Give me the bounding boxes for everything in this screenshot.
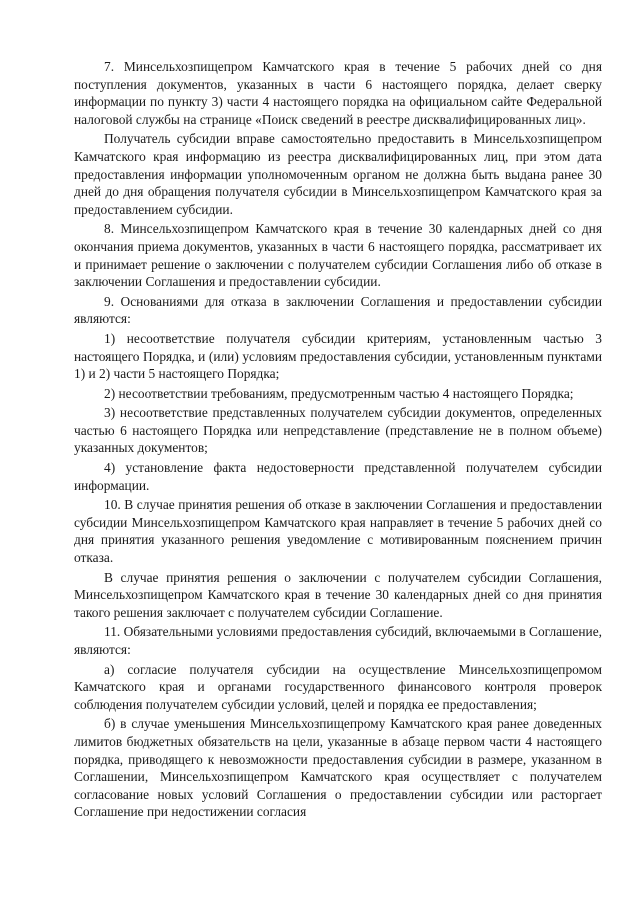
list-item-11-b: б) в случае уменьшения Минсельхозпищепрому Камчатского края ранее доведенных лимитов бюджетных обязательств на цели, указанные в абзаце первом части 4 настоящего порядка, приводящего к невозможности предоставления субсидии в размере, указанном в Соглашении, Минсельхозпищепром Камчатского края осуществляет с получателем согласование новых условий Соглашения о предоставлении субсидии или расторгает Соглашение при недостижении согласия [74, 716, 602, 820]
paragraph-agreement-conclusion: В случае принятия решения о заключении с получателем субсидии Соглашения, Минсельхозпищепром Камчатского края в течение 30 календарных дней со дня принятия такого решения заключает с получателем субсидии Соглашение. [74, 569, 602, 620]
paragraph-9: 9. Основаниями для отказа в заключении Соглашения и предоставлении субсидии являются: [74, 293, 602, 327]
list-item-9-3: 3) несоответствие представленных получателем субсидии документов, определенных частью 6 настоящего Порядка или непредставление (представление не в полном объеме) указанных документов; [74, 405, 602, 456]
paragraph-8: 8. Минсельхозпищепром Камчатского края в течение 30 календарных дней со дня окончания приема документов, указанных в части 6 настоящего порядка, рассматривает их и принимает решение о заключении с получателем субсидии Соглашения либо об отказе в заключении Соглашения и предоставлении субсидии. [74, 221, 602, 290]
list-item-9-4: 4) установление факта недостоверности представленной получателем субсидии информации. [74, 460, 602, 493]
paragraph-7: 7. Минсельхозпищепром Камчатского края в течение 5 рабочих дней со дня поступления документов, указанных в части 6 настоящего порядка, делает сверку информации по пункту 3) части 4 настоящего порядка на официальном сайте Федеральной налоговой службы на странице «Поиск сведений в реестре дисквалифицированных лиц». [74, 59, 602, 127]
list-item-9-1: 1) несоответствие получателя субсидии критериям, установленным частью 3 настоящего Порядка, и (или) условиям предоставления субсидии, установленным пунктами 1) и 2) части 5 настоящего Порядка; [74, 330, 602, 382]
paragraph-11: 11. Обязательными условиями предоставления субсидий, включаемыми в Соглашение, являются: [74, 624, 602, 657]
paragraph-10: 10. В случае принятия решения об отказе в заключении Соглашения и предоставлении субсидии Минсельхозпищепром Камчатского края направляет в течение 5 рабочих дней со дня принятия указанного решения уведомление с мотивированным пояснением причин отказа. [74, 497, 602, 566]
list-item-9-2: 2) несоответствии требованиям, предусмотренным частью 4 настоящего Порядка; [104, 385, 574, 401]
list-item-11-a: а) согласие получателя субсидии на осуществление Минсельхозпищепромом Камчатского края и органами государственного финансового контроля проверок соблюдения получателем субсидии условий, целей и порядка ее предоставления; [74, 661, 602, 712]
document-body [74, 58, 602, 821]
paragraph-recipient-right: Получатель субсидии вправе самостоятельно предоставить в Минсельхозпищепром Камчатского края информацию из реестра дисквалифицированных лиц, при этом дата предоставления информации уполномоченным органом не должна быть выдана ранее 30 дней до дня обращения получателя субсидии в Минсельхозпищепром Камчатского края за предоставлением субсидии. [74, 131, 602, 217]
